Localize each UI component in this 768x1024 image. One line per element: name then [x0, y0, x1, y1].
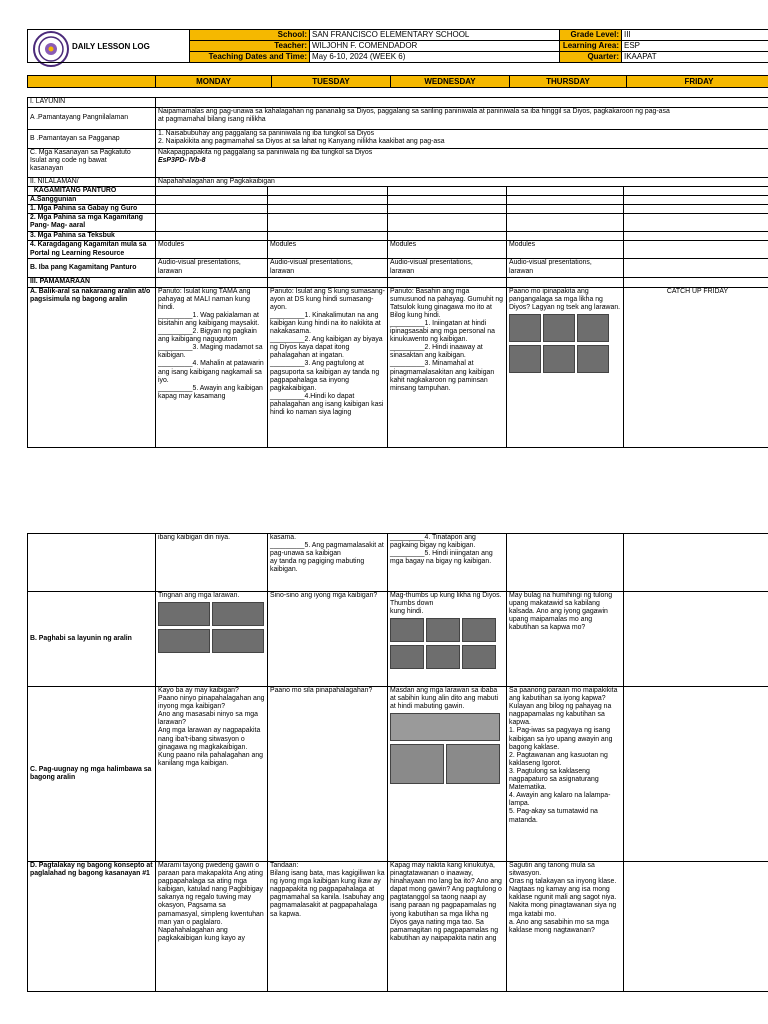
photo-image [509, 314, 541, 342]
photo-image [426, 645, 460, 669]
friends-images [158, 602, 265, 653]
photo-image [577, 314, 609, 342]
photo-image [543, 345, 575, 373]
photo-image [390, 744, 444, 784]
balik-aral-thu: Paano mo ipinapakita ang pangangalaga sa mga likha ng Diyos? Lagyan ng tsek ang larawan. [509, 287, 621, 311]
cont-mon: ibang kaibigan din niya. [156, 534, 268, 592]
kasanayan-cell [156, 149, 768, 178]
paghabi-wed-cell [388, 592, 507, 687]
photo-image [158, 602, 210, 626]
paghabi-tue: Sino-sino ang iyong mga kaibigan? [268, 592, 388, 687]
photo-image [509, 345, 541, 373]
header-logo-box [27, 29, 189, 63]
empty-cell [624, 196, 768, 205]
empty-cell [156, 214, 268, 232]
empty-cell [388, 232, 507, 241]
grade-value: III [622, 30, 768, 41]
header-table [189, 29, 768, 63]
empty-cell [624, 187, 768, 196]
quarter-value: IKAAPAT [622, 52, 768, 63]
likha-thumbs-images [390, 618, 504, 669]
empty-cell [388, 278, 507, 287]
empty-cell [624, 259, 768, 278]
area-value: ESP [622, 41, 768, 52]
kasanayan-code: EsP3PD- IVb-8 [158, 157, 206, 165]
balik-aral-wed: Panuto: Basahin ang mga sumusunod na pahayag. Gumuhit ng Tatsulok kung ginagawa mo ito at Bilog kung hindi. _________1. Iniingatan at hindi ipinagsasabi ang mga personal na kinukuwento ng kaibigan. _________2. Hindi inaaway at sinasaktan ang kaibigan. _________3. Minamahal at pinagmamalasakitan ang kaibigan kahit nagkakaroon ng paminsan minsang tampuhan. [388, 287, 507, 447]
photo-image [446, 744, 500, 784]
photo-image [212, 602, 264, 626]
kagamitang-mag-aaral-label: 2. Mga Pahina sa mga Kagamitang Pang- Mag- aaral [28, 214, 156, 232]
paghabi-wed: Mag-thumbs up kung likha ng Diyos. Thumbs down kung hindi. [390, 592, 502, 616]
dates-value: May 6-10, 2024 (WEEK 6) [310, 52, 560, 63]
empty-cell [156, 232, 268, 241]
photo-image [462, 645, 496, 669]
dates-label: Teaching Dates and Time: [190, 52, 310, 63]
lesson-table [27, 97, 768, 448]
behavior-images [390, 713, 504, 784]
iba-pang-wed: Audio-visual presentations, larawan [388, 259, 507, 278]
empty-cell [624, 214, 768, 232]
photo-image [212, 629, 264, 653]
photo-image [390, 618, 424, 642]
day-friday: FRIDAY [627, 76, 768, 88]
empty-cell [388, 205, 507, 214]
gabay-guro-label: 1. Mga Pahina sa Gabay ng Guro [28, 205, 156, 214]
karagdagang-mon: Modules [156, 241, 268, 259]
day-monday: MONDAY [156, 76, 272, 88]
paghabi-mon: Tingnan ang mga larawan. [158, 592, 240, 599]
empty-cell [388, 214, 507, 232]
grade-label: Grade Level: [560, 30, 622, 41]
empty-cell [624, 862, 768, 992]
teacher-value: WILJOHN F. COMENDADOR [310, 41, 560, 52]
photo-image [426, 618, 460, 642]
empty-cell [624, 232, 768, 241]
pagtalakay-label: D. Pagtalakay ng bagong konsepto at paglalahad ng bagong kasanayan #1 [28, 862, 156, 992]
empty-cell [156, 205, 268, 214]
balik-aral-label: A. Balik-aral sa nakaraang aralin at/o pagsisimula ng bagong aralin [28, 287, 156, 447]
empty-cell [388, 196, 507, 205]
karagdagang-thu: Modules [507, 241, 624, 259]
kasanayan-text: Nakapagpapakita ng paggalang sa paniniwala ng iba tungkol sa Diyos [158, 149, 373, 156]
empty-cell [507, 214, 624, 232]
school-label: School: [190, 30, 310, 41]
pagtalakay-mon: Marami tayong pwedeng gawin o paraan para makapakita Ang ating pagpapahalaga sa ating mga kaibigan, katulad nang Pagbibigay sakanya ng regalo tuwing may okasyon, Pagsama sa pamamasyal, simpleng kwentuhan man yan o paglalaro. Napahahalagahan ang pagkakaibigan kung kayo ay [156, 862, 268, 992]
pagtalakay-thu: Sagutin ang tanong mula sa sitwasyon. Oras ng talakayan sa inyong klase. Nagtaas ng kamay ang isa mong kaklase ngunit mali ang sagot niya. Nakita mong pinagtawanan siya ng mga katabi mo. a. Ano ang sasabihin mo sa mga kaklase mong nagtawanan? [507, 862, 624, 992]
pag-uugnay-wed-cell [388, 687, 507, 862]
days-bar [27, 75, 768, 88]
iba-pang-thu: Audio-visual presentations, larawan [507, 259, 624, 278]
pag-uugnay-wed: Masdan ang mga larawan sa ibaba at sabihin kung alin dito ang mabuti at hindi mabuting gawin. [390, 687, 499, 711]
photo-image [462, 618, 496, 642]
pag-uugnay-tue: Paano mo sila pinapahalagahan? [268, 687, 388, 862]
teacher-label: Teacher: [190, 41, 310, 52]
page-one [0, 0, 768, 480]
sanggunian-heading: A.Sanggunian [28, 196, 156, 205]
empty-cell [507, 534, 624, 592]
karagdagang-tue: Modules [268, 241, 388, 259]
paghabi-thu: May bulag na humihingi ng tulong upang makatawid sa kabilang kalsada. Ano ang iyong gagawin upang maipamalas mo ang kabutihan sa kapwa mo? [507, 592, 624, 687]
pag-uugnay-mon: Kayo ba ay may kaibigan? Paano ninyo pinapahalagahan ang inyong mga kaibigan? Ano ang masasabi ninyo sa mga larawan? Ang mga larawan ay nagpapakita nang iba't-ibang sitwasyon o ginagawa ng magkakaibigan. Kung paano nila pahalagahan ang kanilang mga kaibigan. [156, 687, 268, 862]
empty-cell [624, 687, 768, 862]
photo-image [390, 645, 424, 669]
empty-cell [28, 534, 156, 592]
nilalaman-text: Napahahalagahan ang Pagkakaibigan [156, 178, 768, 187]
pamamaraan-heading: III. PAMAMARAAN [28, 278, 156, 287]
empty-cell [624, 205, 768, 214]
empty-cell [268, 187, 388, 196]
kagamitan-heading: KAGAMITANG PANTURO [28, 187, 156, 196]
pamantayang-pangnilalaman-label: A .Pamantayang Pangnilalaman [28, 108, 156, 130]
area-label: Learning Area: [560, 41, 622, 52]
quarter-label: Quarter: [560, 52, 622, 63]
photo-image [543, 314, 575, 342]
empty-cell [268, 214, 388, 232]
paghabi-label: B. Paghabi sa layunin ng aralin [28, 592, 156, 687]
empty-cell [507, 205, 624, 214]
pagtalakay-tue: Tandaan: Bilang isang bata, mas kagigiliwan ka ng iyong mga kaibigan kung ikaw ay nagpapakita ng pagpapahalaga at pagmamahal sa kanila. Isabuhay ang pagmamalasakit at pagpapahalaga sa kapwa. [268, 862, 388, 992]
lesson-table-continued [27, 533, 768, 992]
empty-cell [156, 196, 268, 205]
nilalaman-heading: II. NILALAMAN/ [28, 178, 156, 187]
empty-cell [624, 534, 768, 592]
empty-cell [388, 187, 507, 196]
pamantayan-pagganap-label: B .Pamantayan sa Pagganap [28, 130, 156, 149]
cont-tue: kasama. _________5. Ang pagmamalasakit at pag-unawa sa kaibigan ay tanda ng pagiging mabuting kaibigan. [268, 534, 388, 592]
paghabi-mon-cell [156, 592, 268, 687]
likha-images [509, 314, 621, 373]
balik-aral-fri: CATCH UP FRIDAY [624, 287, 768, 447]
photo-image [158, 629, 210, 653]
empty-cell [507, 196, 624, 205]
karagdagang-wed: Modules [388, 241, 507, 259]
empty-cell [268, 205, 388, 214]
karagdagang-label: 4. Karagdagang Kagamitan mula sa Portal ng Learning Resource [28, 241, 156, 259]
empty-cell [624, 278, 768, 287]
photo-image [390, 713, 500, 741]
balik-aral-thu-cell [507, 287, 624, 447]
empty-cell [268, 196, 388, 205]
photo-image [577, 345, 609, 373]
pagtalakay-wed: Kapag may nakita kang kinukutya, pinagtatawanan o inaaway, hinahayaan mo lang ba ito? Ano ang dapat mong gawin? Ang pagtulong o pagtatanggol sa taong naapi ay isang paraan ng pagpapamalas ng iyong kabutihan sa mga likha ng Diyos gaya nating mga tao. Sa pamamagitan ng pagpapamalas ng kabutihan ay naipapakita natin ang [388, 862, 507, 992]
empty-cell [507, 232, 624, 241]
pag-uugnay-thu: Sa paanong paraan mo maipakikita ang kabutihan sa iyong kapwa? Kulayan ang bilog ng pahayag na nagpapamalas ng kabutihan sa kapwa. 1. Pag-iwas sa pagyaya ng isang kaibigan sa iyo upang awayin ang bagong kaklase. 2. Pagtawanan ang kasuotan ng kaklaseng Igorot. 3. Pagtulong sa kaklaseng nagpapaturo sa asignaturang Matematika. 4. Awayin ang kalaro na lalampa-lampa. 5. Pag-akay sa tumatawid na matanda. [507, 687, 624, 862]
pag-uugnay-label: C. Pag-uugnay ng mga halimbawa sa bagong aralin [28, 687, 156, 862]
doc-title: DAILY LESSON LOG [72, 42, 150, 51]
empty-cell [268, 232, 388, 241]
day-thursday: THURSDAY [510, 76, 627, 88]
balik-aral-mon: Panuto: Isulat kung TAMA ang pahayag at MALI naman kung hindi. _________1. Wag pakialaman at bisitahin ang kaibigang maysakit. _________2. Bigyan ng pagkain ang kaibigang nagugutom _________3. Maging madamot sa kaibigan. _________4. Mahalin at patawarin ang isang kaibigang nagkamali sa iyo. _________5. Awayin ang kaibigan kapag may kasamang [156, 287, 268, 447]
iba-pang-tue: Audio-visual presentations, larawan [268, 259, 388, 278]
kasanayan-label: C. Mga Kasanayan sa Pagkatuto Isulat ang code ng bawat kasanayan [28, 149, 156, 178]
cont-wed: _________4. Tinatapon ang pagkaing bigay ng kaibigan. _________5. Hindi iniingatan ang mga bagay na bigay ng kaibigan. [388, 534, 507, 592]
day-wednesday: WEDNESDAY [391, 76, 510, 88]
school-value: SAN FRANCISCO ELEMENTARY SCHOOL [310, 30, 560, 41]
empty-cell [156, 278, 268, 287]
days-bar-blank [28, 76, 156, 88]
empty-cell [156, 98, 768, 108]
pamantayan-pagganap-text: 1. Naisabubuhay ang paggalang sa paniniwala ng iba tungkol sa Diyos 2. Naipakikita ang pagmamahal sa Diyos at sa lahat ng Kanyang nilikha kaakibat ang pag-asa [156, 130, 768, 149]
empty-cell [624, 241, 768, 259]
teksbuk-label: 3. Mga Pahina sa Teksbuk [28, 232, 156, 241]
day-tuesday: TUESDAY [272, 76, 391, 88]
empty-cell [507, 187, 624, 196]
balik-aral-tue: Panuto: Isulat ang S kung sumasang-ayon at DS kung hindi sumasang-ayon. _________1. Kinakalimutan na ang kaibigan kung hindi na ito nakikita at nakakasama. _________2. Ang kaibigan ay biyaya ng Diyos kaya dapat itong pahalagahan at ingatan. _________3. Ang pagtulong at pagsuporta sa kaibigan ay tanda ng pagpapahalaga sa inyong pagkakaibigan. _________4.Hindi ko dapat pahalagahan ang isang kaibigan kasi hindi ko naman siya laging [268, 287, 388, 447]
iba-pang-mon: Audio-visual presentations, larawan [156, 259, 268, 278]
empty-cell [156, 187, 268, 196]
empty-cell [268, 278, 388, 287]
empty-cell [507, 278, 624, 287]
pamantayang-pangnilalaman-text: Naipamamalas ang pag-unawa sa kahalagahan ng pananalig sa Diyos, paggalang sa sariling paniniwala at paniniwala sa iba hinggil sa Diyos, pagkakaroon ng pag-asa at pagmamahal bilang isang nilikha [156, 108, 768, 130]
iba-pang-label: B. Iba pang Kagamitang Panturo [28, 259, 156, 278]
layunin-heading: I. LAYUNIN [28, 98, 156, 108]
empty-cell [624, 592, 768, 687]
